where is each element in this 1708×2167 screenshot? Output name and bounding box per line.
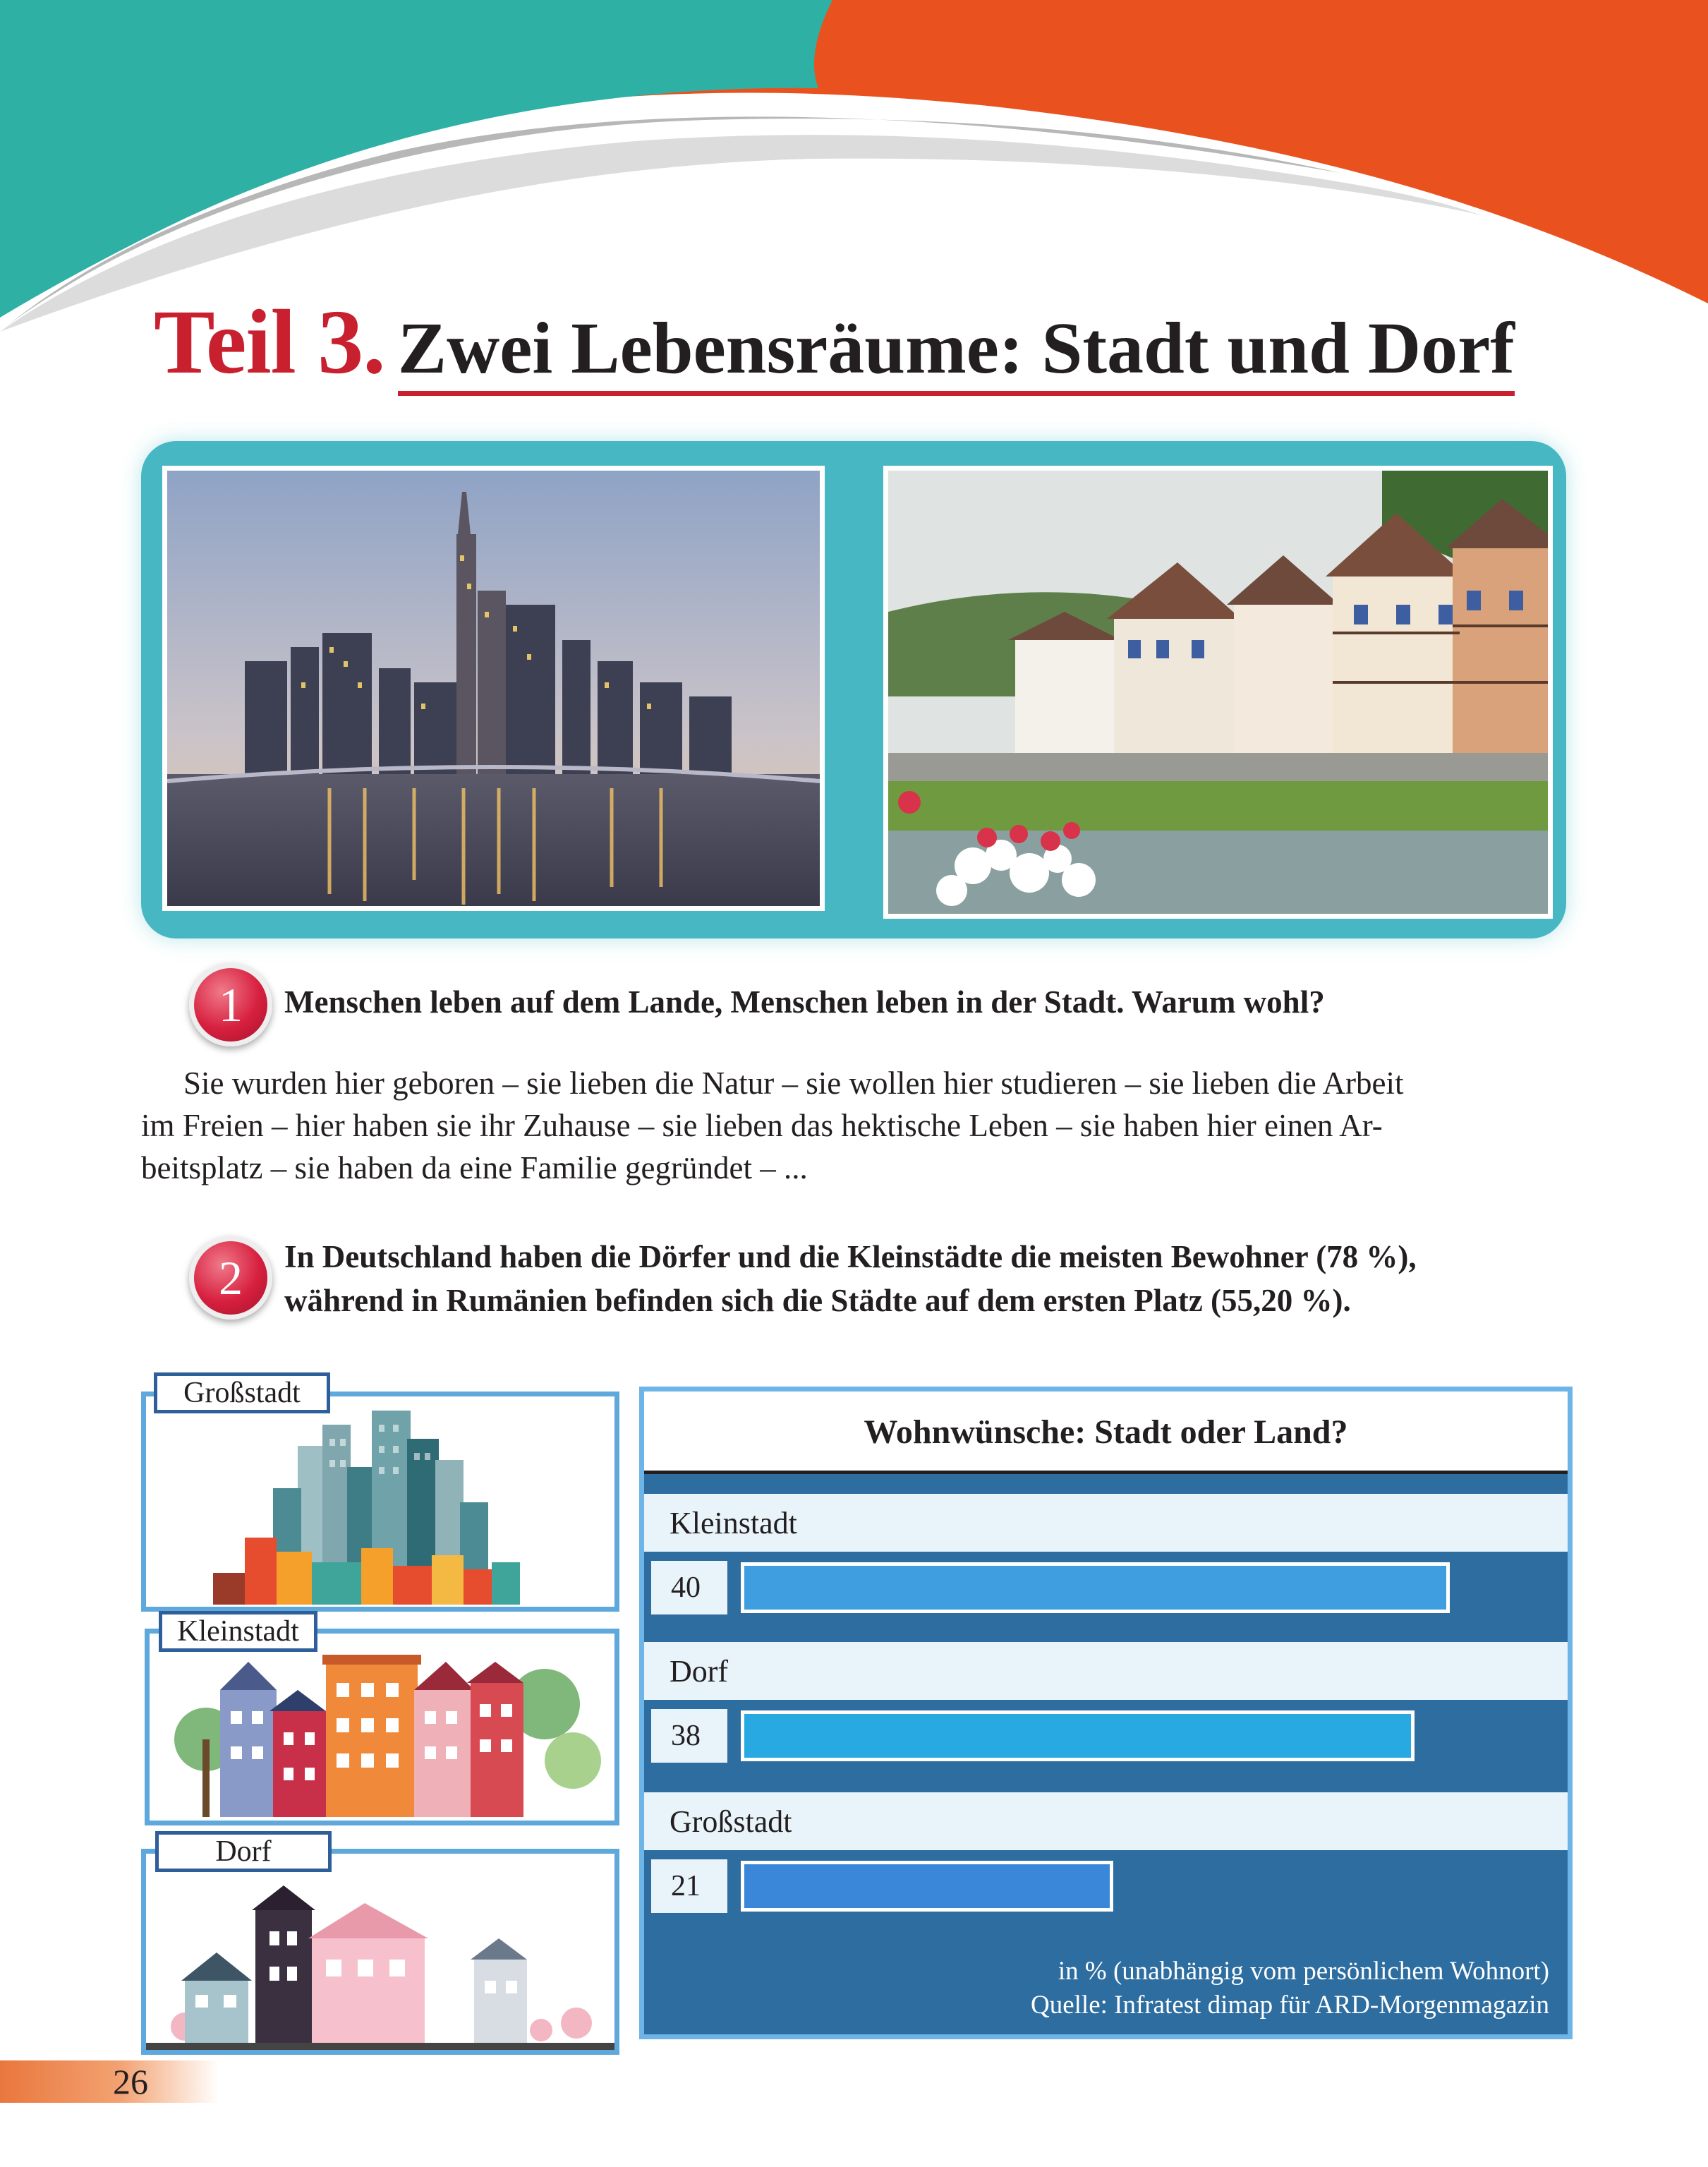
task-1-question: Menschen leben auf dem Lande, Menschen leben in der Stadt. Warum wohl? [284,984,1325,1020]
grossstadt-label: Großstadt [154,1372,330,1413]
photo-frame [141,441,1566,938]
city-skyline-photo [162,466,825,911]
task-2-line-1: In Deutschland haben die Dörfer und die Kleinstädte die meisten Bewohner (78 %), [284,1239,1417,1274]
category-label: Dorf [670,1654,729,1689]
kleinstadt-illustration [145,1629,619,1825]
task-1-line-1-text: Sie wurden hier geboren – sie lieben die Natur – sie wollen hier studieren – sie lieben die Arbeit [183,1066,1404,1101]
village-photo [883,466,1553,919]
task-2-statement [284,1235,1417,1322]
task-2-line-2: während in Rumänien befinden sich die Städte auf dem ersten Platz (55,20 %). [284,1283,1351,1318]
value-label: 40 [651,1561,727,1614]
chart-note: in % (unabhängig vom persönlichem Wohnort) [1058,1957,1549,1986]
category-band [644,1642,1568,1700]
chart-source: Quelle: Infratest dimap für ARD-Morgenmagazin [1031,1991,1549,2020]
task-1-number-badge: 1 [189,963,272,1046]
task-1-line-2: im Freien – hier haben sie ihr Zuhause – sie lieben das hektische Leben – sie haben hier einen Ar- [141,1108,1383,1143]
bar-2 [741,1710,1415,1761]
page-title [154,289,1515,395]
page-number: 26 [113,2062,148,2101]
value-label: 21 [651,1859,727,1913]
category-band [644,1792,1568,1850]
header-swoosh [0,0,1708,332]
task-1-line-1 [141,1062,1559,1104]
wohnwuensche-bar-chart [639,1387,1573,2039]
chart-title: Wohnwünsche: Stadt oder Land? [864,1413,1348,1451]
bar-3 [741,1861,1113,1912]
page-number-band [0,2060,219,2103]
part-label: Teil 3. [154,291,385,393]
bar-1 [741,1562,1450,1613]
task-2-number-badge: 2 [189,1236,272,1320]
title-text: Zwei Lebensräume: Stadt und Dorf [397,308,1515,389]
kleinstadt-label: Kleinstadt [159,1611,317,1652]
chart-header [644,1392,1568,1474]
dorf-label: Dorf [155,1831,332,1872]
grossstadt-illustration [141,1392,619,1612]
category-label: Kleinstadt [670,1506,797,1540]
task-1-answer-options [141,1062,1559,1189]
task-1-line-3: beitsplatz – sie haben da eine Familie gegründet – ... [141,1150,808,1185]
category-label: Großstadt [670,1804,792,1839]
dorf-illustration [141,1849,619,2055]
value-label: 38 [651,1709,727,1763]
category-band [644,1494,1568,1552]
